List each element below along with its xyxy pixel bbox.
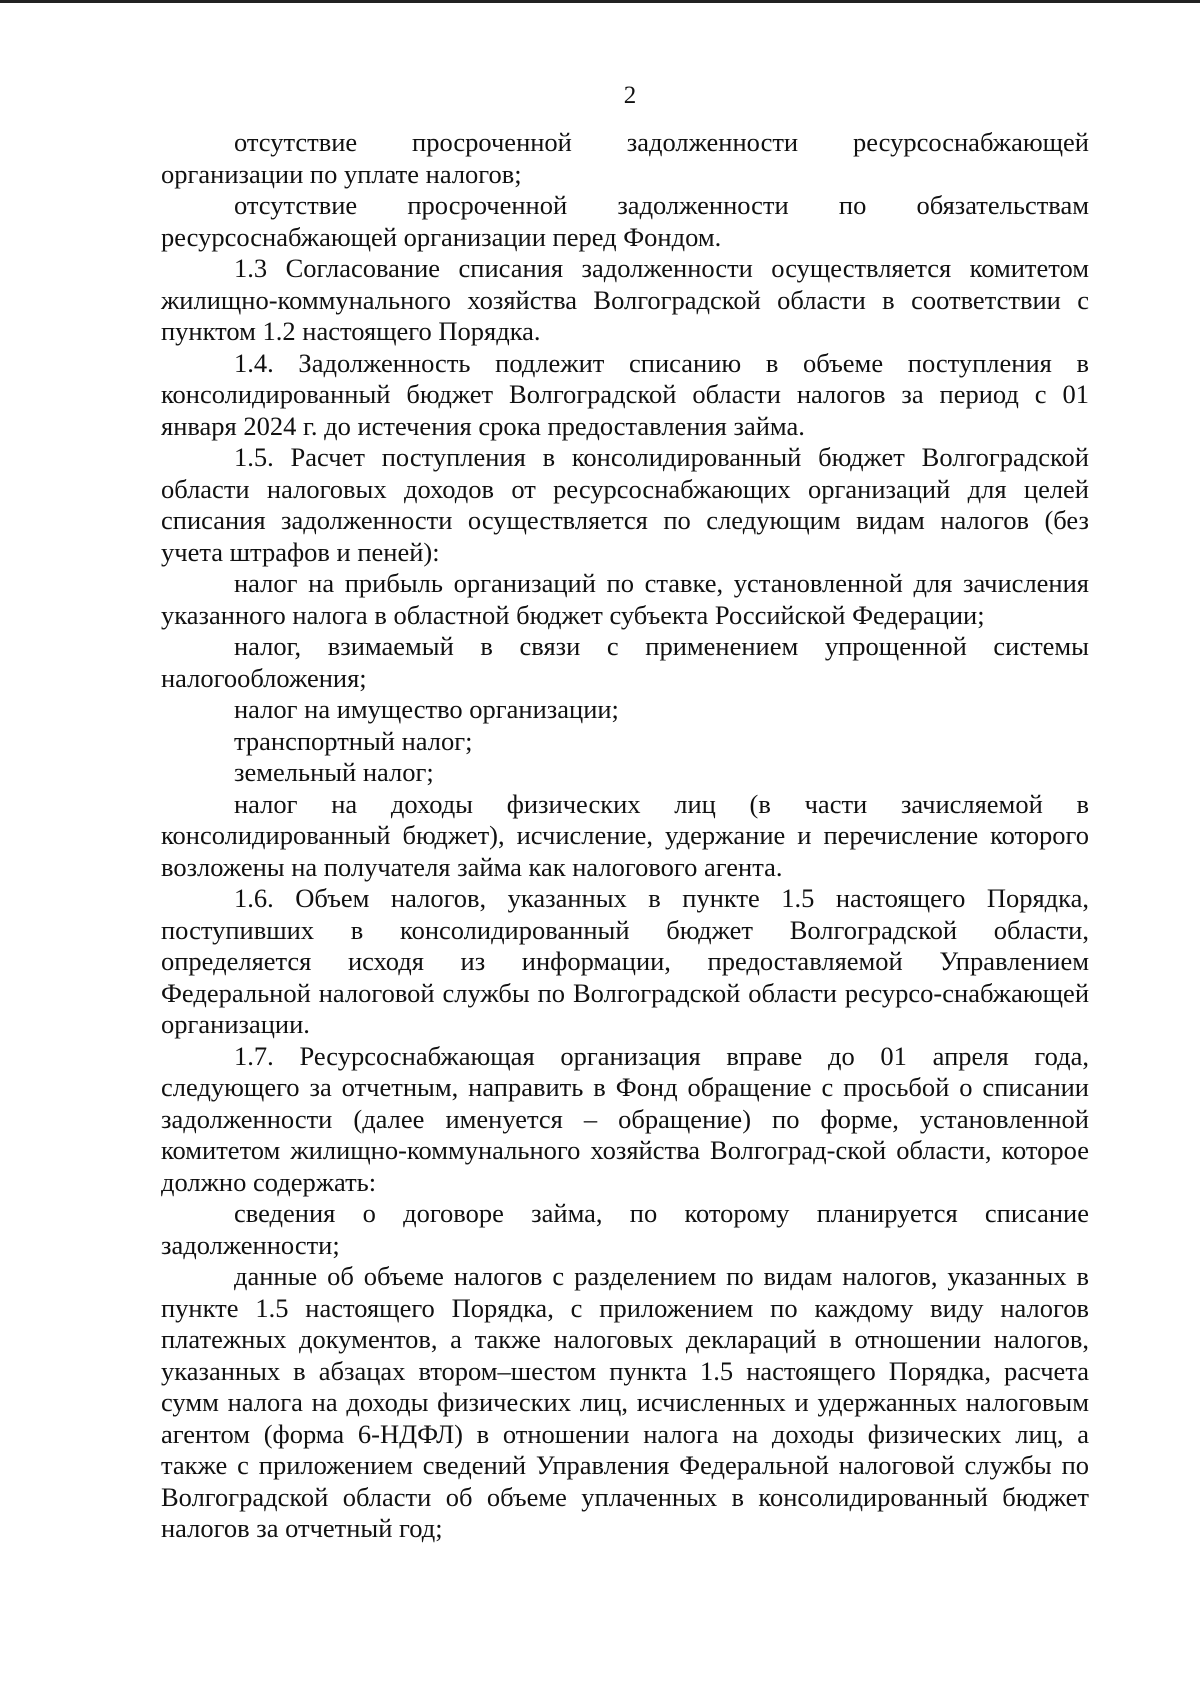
document-body (161, 127, 1089, 1545)
scan-top-edge (0, 0, 1200, 3)
paragraph-1-3: 1.3 Согласование списания задолженности осуществляется комитетом жилищно-коммунального хозяйства Волгоградской области в соответствии с пунктом 1.2 настоящего Порядка. (161, 253, 1089, 346)
page-number: 2 (623, 82, 637, 109)
paragraph-no-fund-debt: отсутствие просроченной задолженности по обязательствам ресурсоснабжающей организации перед Фондом. (161, 190, 1089, 252)
paragraph-profit-tax: налог на прибыль организаций по ставке, установленной для зачисления указанного налога в областной бюджет субъекта Российской Федерации; (161, 568, 1089, 630)
paragraph-loan-info: сведения о договоре займа, по которому планируется списание задолженности; (161, 1198, 1089, 1260)
paragraph-income-tax: налог на доходы физических лиц (в части зачисляемой в консолидированный бюджет), исчисление, удержание и перечисление которого возложены на получателя займа как налогового агента. (161, 788, 1089, 882)
paragraph-no-tax-debt: отсутствие просроченной задолженности ресурсоснабжающей организации по уплате налогов; (161, 127, 1089, 189)
paragraph-1-6: 1.6. Объем налогов, указанных в пункте 1.5 настоящего Порядка, поступивших в консолидированный бюджет Волгоградской области, определяется исходя из информации, предоставляемой Управлением Федеральной налоговой службы по Волгоградской области ресурсо-снабжающей организации. (161, 883, 1089, 1039)
paragraph-transport-tax: транспортный налог; (234, 725, 473, 756)
paragraph-simplified-tax: налог, взимаемый в связи с применением упрощенной системы налогообложения; (161, 631, 1089, 693)
paragraph-1-7: 1.7. Ресурсоснабжающая организация вправе до 01 апреля года, следующего за отчетным, направить в Фонд обращение с просьбой о списании задолженности (далее именуется – обращение) по форме, установленной комитетом жилищно-коммунального хозяйства Волгоград-ской области, которое должно содержать: (161, 1040, 1089, 1197)
paragraph-property-tax: налог на имущество организации; (234, 694, 619, 724)
paragraph-land-tax: земельный налог; (234, 757, 434, 787)
paragraph-1-5: 1.5. Расчет поступления в консолидированный бюджет Волгоградской области налоговых доходов от ресурсоснабжающих организаций для целей списания задолженности осуществляется по следующим видам налогов (без учета штрафов и пеней): (161, 442, 1089, 567)
paragraph-1-4: 1.4. Задолженность подлежит списанию в объеме поступления в консолидированный бюджет Волгоградской области налогов за период с 01 января 2024 г. до истечения срока предоставления займа. (161, 347, 1089, 441)
paragraph-tax-data: данные об объеме налогов с разделением по видам налогов, указанных в пункте 1.5 настоящего Порядка, с приложением по каждому виду налогов платежных документов, а также налоговых деклараций в отношении налогов, указанных в абзацах втором–шестом пункта 1.5 настоящего Порядка, расчета сумм налога на доходы физических лиц, исчисленных и удержанных налоговым агентом (форма 6-НДФЛ) в отношении налога на доходы физических лиц, а также с приложением сведений Управления Федеральной налоговой службы по Волгоградской области об объеме уплаченных в консолидированный бюджет налогов за отчетный год; (161, 1261, 1089, 1543)
